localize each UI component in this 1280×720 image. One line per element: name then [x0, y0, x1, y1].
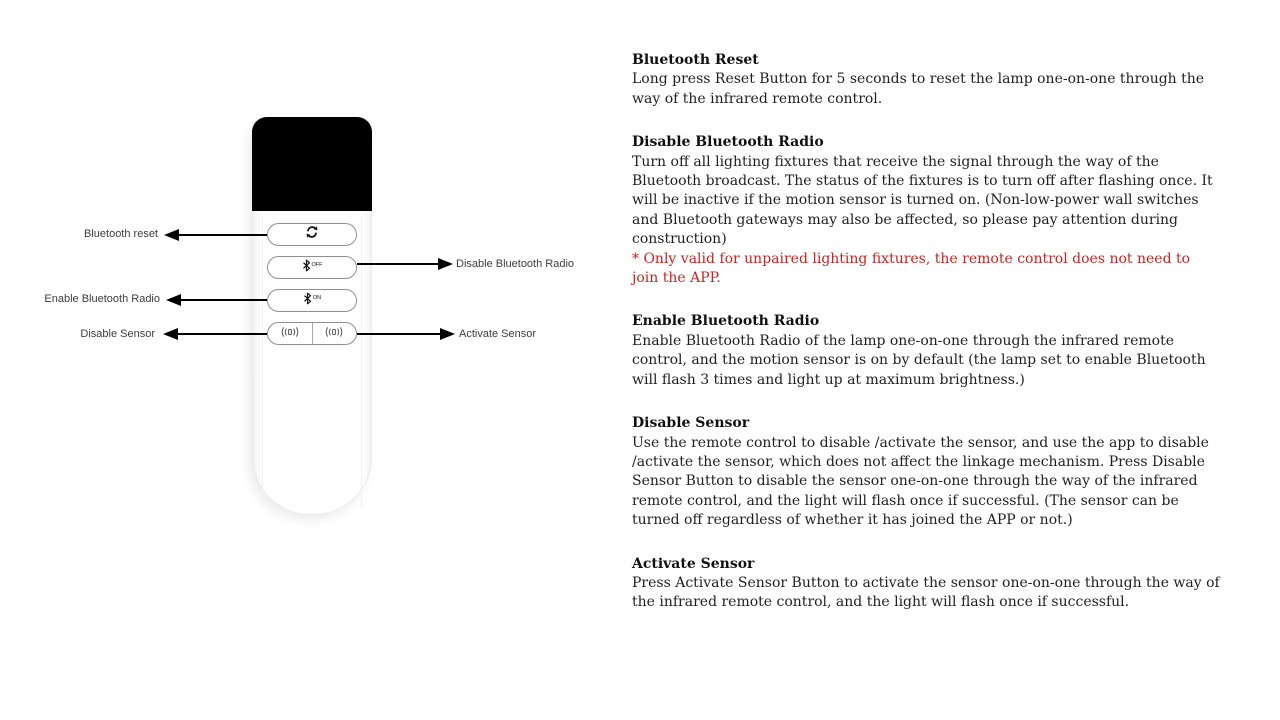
arrow-left-icon	[163, 328, 178, 340]
arrow-left-icon	[164, 229, 179, 241]
section-heading: Disable Bluetooth Radio	[632, 134, 824, 151]
section-heading: Activate Sensor	[632, 555, 755, 572]
section-enable-bluetooth-radio	[632, 312, 1268, 390]
section-bluetooth-reset	[632, 51, 1268, 109]
callout-label-disable-bluetooth-radio: Disable Bluetooth Radio	[456, 258, 575, 270]
section-body-line: and Bluetooth gateways may also be affected, so please pay attention during	[632, 211, 1179, 228]
bluetooth-off-button	[267, 256, 357, 279]
reset-button	[267, 223, 357, 246]
section-disable-sensor	[632, 414, 1268, 530]
callout-line	[178, 234, 267, 236]
section-body-line: will be inactive if the motion sensor is turned on. (Non-low-power wall switches	[632, 192, 1199, 209]
refresh-icon	[305, 225, 319, 244]
arrow-right-icon	[438, 258, 453, 270]
section-body-line: construction)	[632, 231, 727, 248]
section-body-line: Press Activate Sensor Button to activate the sensor one-on-one through the way of	[632, 574, 1220, 591]
section-disable-bluetooth-radio	[632, 133, 1268, 288]
arrow-right-icon	[440, 328, 455, 340]
section-body-line: Long press Reset Button for 5 seconds to reset the lamp one-on-one through the	[632, 71, 1205, 88]
callout-label-bluetooth-reset: Bluetooth reset	[84, 228, 158, 240]
callout-line	[357, 263, 438, 265]
section-body-line: Turn off all lighting fixtures that receive the signal through the way of the	[632, 153, 1159, 170]
section-body-line: way of the infrared remote control.	[632, 90, 883, 107]
section-body-line: will flash 3 times and light up at maximum brightness.)	[632, 371, 1025, 388]
activate-sensor-button-half	[313, 323, 357, 344]
sensor-wave-icon	[279, 325, 301, 343]
callout-label-disable-sensor: Disable Sensor	[80, 328, 155, 340]
remote-screen	[252, 117, 372, 211]
remote-edge-seam-right	[361, 216, 362, 508]
bluetooth-icon	[302, 259, 311, 277]
section-body-line: control, and the motion sensor is on by default (the lamp set to enable Bluetooth	[632, 352, 1206, 369]
section-body-line: Use the remote control to disable /activate the sensor, and use the app to disable	[632, 434, 1209, 451]
section-body-line: Enable Bluetooth Radio of the lamp one-on-one through the infrared remote	[632, 332, 1174, 349]
section-body-line: /activate the sensor, which does not affect the linkage mechanism. Press Disable	[632, 453, 1205, 470]
disable-sensor-button-half	[268, 323, 312, 344]
content-sections	[632, 51, 1268, 637]
bluetooth-off-sub-label: OFF	[311, 261, 323, 268]
callout-label-enable-bluetooth-radio: Enable Bluetooth Radio	[44, 293, 160, 305]
callout-line	[357, 333, 440, 335]
section-body-line: the infrared remote control, and the light will flash once if successful.	[632, 594, 1130, 611]
section-note-line: join the APP.	[632, 270, 721, 287]
section-body-line: turned off regardless of whether it has joined the APP or not.)	[632, 512, 1073, 529]
section-heading: Disable Sensor	[632, 415, 750, 432]
bluetooth-on-button	[267, 289, 357, 312]
section-body-line: Bluetooth broadcast. The status of the fixtures is to turn off after flashing once. It	[632, 173, 1213, 190]
arrow-left-icon	[166, 294, 181, 306]
section-note-line: * Only valid for unpaired lighting fixtures, the remote control does not need to	[632, 250, 1191, 267]
section-body-line: Sensor Button to disable the sensor one-on-one through the way of the infrared	[632, 473, 1198, 490]
section-heading: Enable Bluetooth Radio	[632, 313, 820, 330]
sensor-button	[267, 322, 357, 345]
sensor-wave-icon	[323, 325, 345, 343]
callout-line	[180, 299, 267, 301]
section-activate-sensor	[632, 555, 1268, 613]
bluetooth-on-sub-label: ON	[312, 294, 322, 301]
bluetooth-icon	[303, 292, 312, 310]
callout-label-activate-sensor: Activate Sensor	[459, 328, 537, 340]
callout-line	[177, 333, 267, 335]
section-heading: Bluetooth Reset	[632, 52, 759, 68]
remote-edge-seam-left	[262, 216, 263, 508]
section-body-line: remote control, and the light will flash once if successful. (The sensor can be	[632, 492, 1179, 509]
